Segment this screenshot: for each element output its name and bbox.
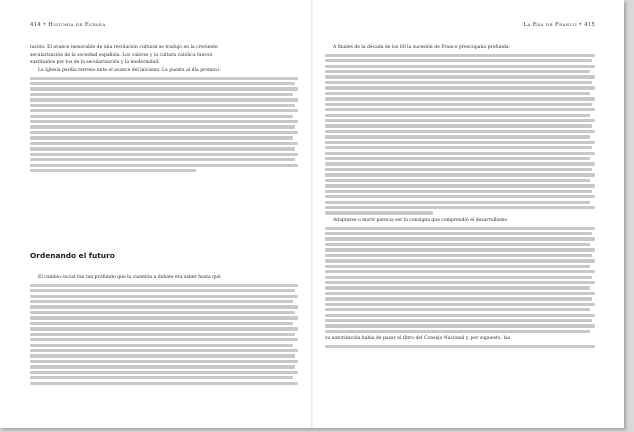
- paragraph-opening: La Iglesia perdía terreno ante el avance del laicismo. La puesta al día promovi-: [38, 67, 221, 73]
- right-paragraph-2-unreadable-tail: [325, 345, 595, 348]
- paragraph-closing: su autorización había de pasar el filtro del Consejo Nacional y, por supuesto, las: [325, 336, 510, 342]
- left-page-number: 414: [30, 22, 41, 28]
- right-running-head: La Era de Franco • 415: [523, 22, 595, 28]
- left-paragraph-3: [30, 274, 298, 282]
- right-paragraph-2-end: [325, 335, 595, 343]
- paragraph-opening: A finales de la década de los 60 la sucesión de Franco preocupaba profunda-: [333, 45, 511, 50]
- paragraph-opening: Adaptarse o morir parecía ser la consigna que comprendió el desarrollismo: [333, 217, 508, 223]
- text-line: secularización de la sociedad española. Los valores y la cultura católica fueron: [30, 52, 213, 58]
- right-paragraph-2-unreadable: [325, 227, 595, 334]
- text-line: sustituidos por los de la secularización y la modernidad.: [30, 60, 160, 66]
- left-running-head: 414 • Historia de España: [30, 22, 106, 28]
- left-paragraph-3-unreadable: [30, 284, 298, 385]
- text-line: tación. El avance inexorable de una revolución cultural se tradujo en la creciente: [30, 45, 218, 50]
- right-page-number: 415: [584, 22, 595, 28]
- book-gutter: [311, 0, 313, 428]
- right-paragraph-1-unreadable: [325, 54, 595, 215]
- paragraph-opening: El cambio social fue tan profundo que la cuestión a debate era saber hasta qué: [38, 275, 221, 280]
- left-running-title: Historia de España: [48, 22, 106, 28]
- left-paragraph-1: [30, 44, 298, 67]
- left-paragraph-2-unreadable: [30, 77, 298, 173]
- left-paragraph-2: [30, 67, 298, 75]
- right-paragraph-2: [325, 217, 595, 225]
- right-paragraph-1: [325, 44, 595, 52]
- left-page-intro: [30, 44, 298, 174]
- left-page: [30, 0, 298, 428]
- left-section-body: [30, 274, 298, 387]
- right-running-title: La Era de Franco: [523, 22, 577, 28]
- right-page: [325, 0, 595, 428]
- right-page-body: [325, 44, 595, 351]
- section-title: Ordenando el futuro: [30, 251, 115, 260]
